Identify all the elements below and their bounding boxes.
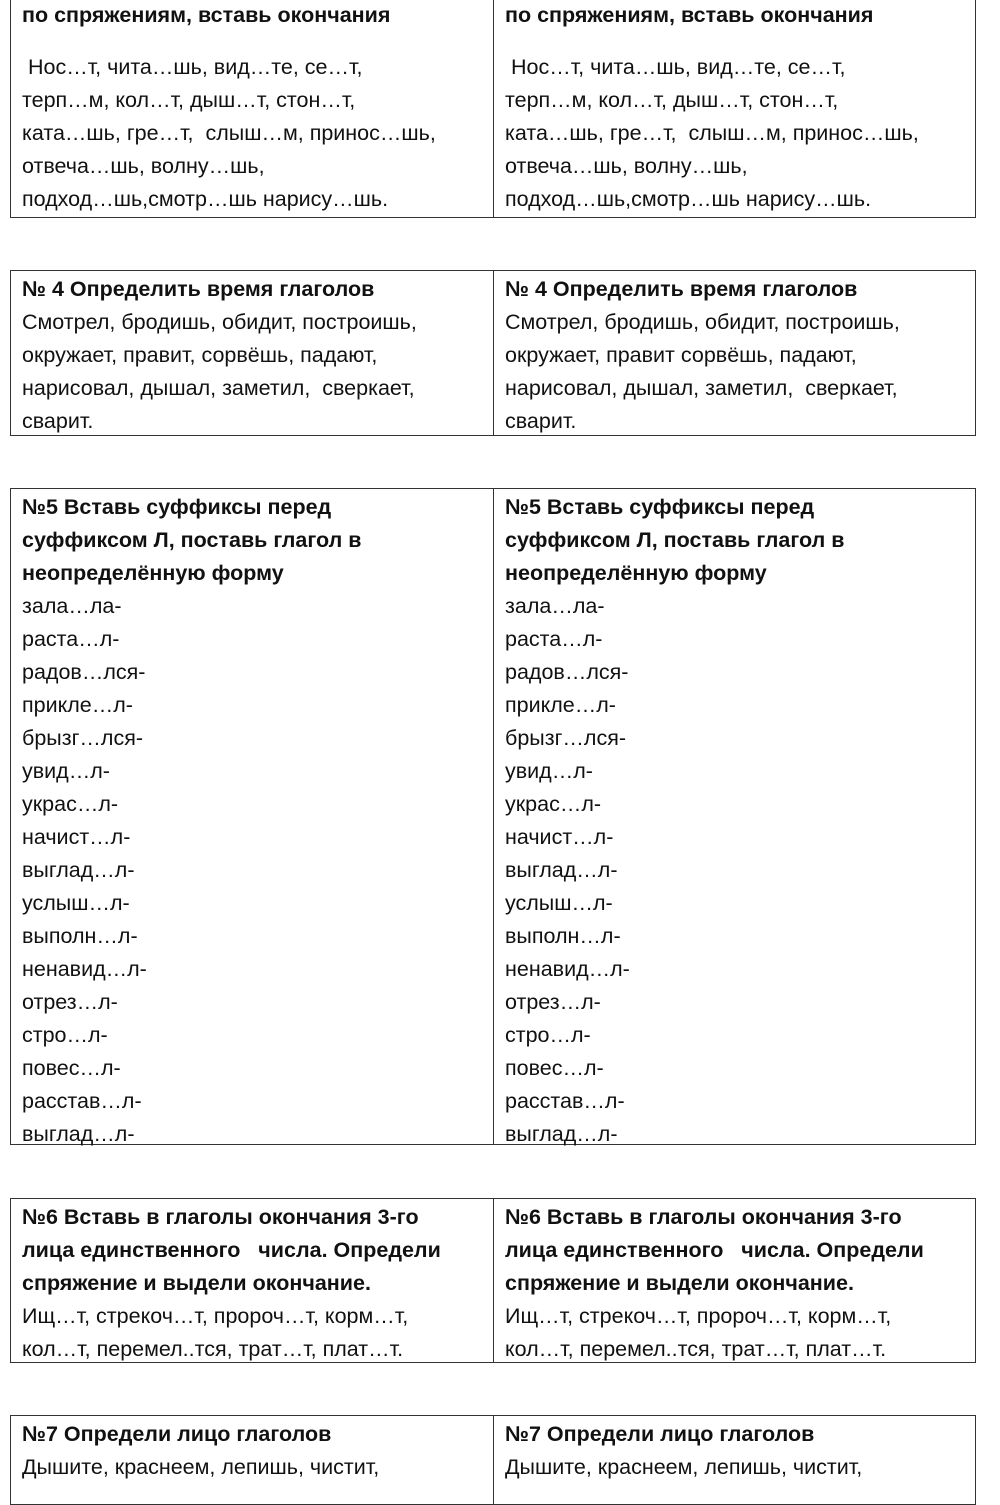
task-body-line: Дышите, краснеем, лепишь, чистит, bbox=[505, 1455, 863, 1479]
task-body-line: ката…шь, гре…т, слыш…м, принос…шь, bbox=[505, 121, 919, 145]
task-title-line: №6 Вставь в глаголы окончания 3-го bbox=[505, 1205, 902, 1229]
task-body-line: Дышите, краснеем, лепишь, чистит, bbox=[22, 1455, 380, 1479]
task-body-line: ката…шь, гре…т, слыш…м, принос…шь, bbox=[22, 121, 436, 145]
task-title-line: №7 Определи лицо глаголов bbox=[505, 1422, 815, 1446]
task-body-line: выполн…л- bbox=[22, 924, 138, 948]
task-body-line: нарисовал, дышал, заметил, сверкает, bbox=[22, 376, 415, 400]
task-body-line: украс…л- bbox=[505, 792, 602, 816]
task-cell-left bbox=[11, 271, 493, 435]
task-body-line: зала…ла- bbox=[22, 594, 122, 618]
task-body-line: кол…т, перемел..тся, трат…т, плат…т. bbox=[22, 1337, 404, 1361]
task-body-line: Ищ…т, стрекоч…т, пророч…т, корм…т, bbox=[22, 1304, 409, 1328]
task-title-line: лица единственного числа. Определи bbox=[22, 1238, 441, 1262]
task-body-line: окружает, правит сорвёшь, падают, bbox=[505, 343, 857, 367]
task-body-line: увид…л- bbox=[505, 759, 593, 783]
task-title-line: №6 Вставь в глаголы окончания 3-го bbox=[22, 1205, 419, 1229]
task-title-line: по спряжениям, вставь окончания bbox=[22, 3, 391, 27]
task-title-line: №7 Определи лицо глаголов bbox=[22, 1422, 332, 1446]
task-cell-left bbox=[11, 489, 493, 1144]
task-title-line: спряжение и выдели окончание. bbox=[22, 1271, 371, 1295]
task-body-line: окружает, правит, сорвёшь, падают, bbox=[22, 343, 378, 367]
task-body-line: прикле…л- bbox=[22, 693, 133, 717]
task-body-line: отрез…л- bbox=[505, 990, 601, 1014]
task-title-line: № 4 Определить время глаголов bbox=[505, 277, 858, 301]
task-title-line: суффиксом Л, поставь глагол в bbox=[505, 528, 845, 552]
task-table-5 bbox=[10, 488, 976, 1145]
task-body-line: прикле…л- bbox=[505, 693, 616, 717]
task-body-line: отвеча…шь, волну…шь, bbox=[505, 154, 748, 178]
task-body-line: подход…шь,смотр…шь нарису…шь. bbox=[505, 187, 872, 211]
task-body-line: терп…м, кол…т, дыш…т, стон…т, bbox=[22, 88, 356, 112]
task-body-line: выглад…л- bbox=[505, 1122, 618, 1146]
task-body-line: повес…л- bbox=[22, 1056, 121, 1080]
task-table-conjugation bbox=[10, 0, 976, 218]
task-body-line: нарисовал, дышал, заметил, сверкает, bbox=[505, 376, 898, 400]
task-body-line: украс…л- bbox=[22, 792, 119, 816]
task-body-line: сварит. bbox=[505, 409, 577, 433]
task-cell-right bbox=[493, 271, 975, 435]
task-title-line: №5 Вставь суффиксы перед bbox=[22, 495, 332, 519]
task-body-line: выглад…л- bbox=[22, 1122, 135, 1146]
task-table-4 bbox=[10, 270, 976, 436]
task-body-line: выполн…л- bbox=[505, 924, 621, 948]
task-body-line: Смотрел, бродишь, обидит, построишь, bbox=[22, 310, 417, 334]
spacer bbox=[22, 32, 485, 51]
task-body-line: подход…шь,смотр…шь нарису…шь. bbox=[22, 187, 389, 211]
task-body-line: ненавид…л- bbox=[505, 957, 630, 981]
task-title-line: спряжение и выдели окончание. bbox=[505, 1271, 854, 1295]
task-title-line: №5 Вставь суффиксы перед bbox=[505, 495, 815, 519]
task-body-line: стро…л- bbox=[22, 1023, 108, 1047]
task-cell-right bbox=[493, 0, 975, 217]
task-body-line: услыш…л- bbox=[22, 891, 130, 915]
task-title-line: лица единственного числа. Определи bbox=[505, 1238, 924, 1262]
task-title-line: неопределённую форму bbox=[22, 561, 284, 585]
task-cell-right bbox=[493, 1416, 975, 1504]
task-body-line: Нос…т, чита…шь, вид…те, се…т, bbox=[22, 55, 363, 79]
task-title-line: № 4 Определить время глаголов bbox=[22, 277, 375, 301]
task-cell-left bbox=[11, 1199, 493, 1362]
task-body-line: повес…л- bbox=[505, 1056, 604, 1080]
task-body-line: терп…м, кол…т, дыш…т, стон…т, bbox=[505, 88, 839, 112]
task-title-line: неопределённую форму bbox=[505, 561, 767, 585]
task-body-line: ненавид…л- bbox=[22, 957, 147, 981]
task-body-line: услыш…л- bbox=[505, 891, 613, 915]
task-body-line: раста…л- bbox=[505, 627, 603, 651]
task-body-line: брызг…лся- bbox=[22, 726, 144, 750]
task-body-line: расстав…л- bbox=[22, 1089, 142, 1113]
task-body-line: начист…л- bbox=[505, 825, 614, 849]
task-body-line: выглад…л- bbox=[22, 858, 135, 882]
task-body-line: Нос…т, чита…шь, вид…те, се…т, bbox=[505, 55, 846, 79]
task-cell-right bbox=[493, 1199, 975, 1362]
task-body-line: сварит. bbox=[22, 409, 94, 433]
task-cell-left bbox=[11, 0, 493, 217]
task-body-line: выглад…л- bbox=[505, 858, 618, 882]
task-body-line: увид…л- bbox=[22, 759, 110, 783]
task-body-line: отрез…л- bbox=[22, 990, 118, 1014]
task-body-line: Ищ…т, стрекоч…т, пророч…т, корм…т, bbox=[505, 1304, 892, 1328]
task-title-line: по спряжениям, вставь окончания bbox=[505, 3, 874, 27]
task-body-line: кол…т, перемел..тся, трат…т, плат…т. bbox=[505, 1337, 887, 1361]
spacer bbox=[505, 32, 967, 51]
task-body-line: начист…л- bbox=[22, 825, 131, 849]
task-body-line: стро…л- bbox=[505, 1023, 591, 1047]
task-body-line: расстав…л- bbox=[505, 1089, 625, 1113]
task-body-line: радов…лся- bbox=[505, 660, 629, 684]
task-body-line: радов…лся- bbox=[22, 660, 146, 684]
task-table-6 bbox=[10, 1198, 976, 1363]
task-body-line: зала…ла- bbox=[505, 594, 605, 618]
task-body-line: брызг…лся- bbox=[505, 726, 627, 750]
task-body-line: Смотрел, бродишь, обидит, построишь, bbox=[505, 310, 900, 334]
task-body-line: отвеча…шь, волну…шь, bbox=[22, 154, 265, 178]
task-body-line: раста…л- bbox=[22, 627, 120, 651]
task-cell-left bbox=[11, 1416, 493, 1504]
task-title-line: суффиксом Л, поставь глагол в bbox=[22, 528, 362, 552]
task-table-7 bbox=[10, 1415, 976, 1505]
task-cell-right bbox=[493, 489, 975, 1144]
